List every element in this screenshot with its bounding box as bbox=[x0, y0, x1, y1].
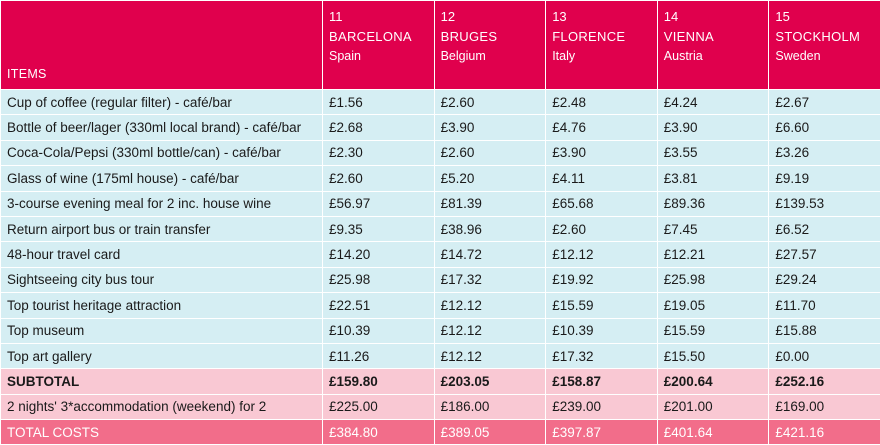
table-row bbox=[1, 343, 880, 368]
price-cell: £38.96 bbox=[434, 216, 546, 241]
header-row bbox=[1, 1, 880, 90]
item-label: Top art gallery bbox=[1, 343, 323, 368]
price-cell: £81.39 bbox=[434, 191, 546, 216]
price-cell: £17.32 bbox=[546, 343, 658, 368]
table-body bbox=[1, 90, 880, 445]
price-cell: £12.12 bbox=[546, 242, 658, 267]
price-cell: £9.35 bbox=[323, 216, 435, 241]
price-cell: £11.26 bbox=[323, 343, 435, 368]
price-cell: £15.59 bbox=[546, 293, 658, 318]
city-country: Italy bbox=[552, 47, 651, 65]
price-cell: £7.45 bbox=[657, 216, 769, 241]
table-row bbox=[1, 216, 880, 241]
price-cell: £139.53 bbox=[769, 191, 880, 216]
price-cell: £2.60 bbox=[434, 90, 546, 115]
subtotal-row bbox=[1, 369, 880, 394]
subtotal-cell: £200.64 bbox=[657, 369, 769, 394]
total-cell: £397.87 bbox=[546, 420, 658, 445]
item-label: 48-hour travel card bbox=[1, 242, 323, 267]
price-cell: £14.20 bbox=[323, 242, 435, 267]
subtotal-label: SUBTOTAL bbox=[1, 369, 323, 394]
price-cell: £5.20 bbox=[434, 166, 546, 191]
price-cell: £2.30 bbox=[323, 140, 435, 165]
item-label: 3-course evening meal for 2 inc. house wine bbox=[1, 191, 323, 216]
accommodation-cell: £201.00 bbox=[657, 394, 769, 419]
table-row bbox=[1, 166, 880, 191]
price-cell: £56.97 bbox=[323, 191, 435, 216]
price-cell: £17.32 bbox=[434, 267, 546, 292]
price-cell: £14.72 bbox=[434, 242, 546, 267]
total-row bbox=[1, 420, 880, 445]
city-number: 14 bbox=[664, 7, 763, 27]
city-name: STOCKHOLM bbox=[775, 27, 874, 47]
price-cell: £10.39 bbox=[323, 318, 435, 343]
price-cell: £2.48 bbox=[546, 90, 658, 115]
city-country: Sweden bbox=[775, 47, 874, 65]
price-cell: £2.67 bbox=[769, 90, 880, 115]
city-number: 15 bbox=[775, 7, 874, 27]
price-cell: £4.76 bbox=[546, 115, 658, 140]
price-cell: £4.24 bbox=[657, 90, 769, 115]
price-cell: £12.12 bbox=[434, 343, 546, 368]
city-name: FLORENCE bbox=[552, 27, 651, 47]
item-label: Sightseeing city bus tour bbox=[1, 267, 323, 292]
price-cell: £3.55 bbox=[657, 140, 769, 165]
total-cell: £389.05 bbox=[434, 420, 546, 445]
subtotal-cell: £203.05 bbox=[434, 369, 546, 394]
table-row bbox=[1, 90, 880, 115]
total-cell: £384.80 bbox=[323, 420, 435, 445]
price-cell: £11.70 bbox=[769, 293, 880, 318]
price-cell: £6.52 bbox=[769, 216, 880, 241]
price-cell: £25.98 bbox=[323, 267, 435, 292]
price-cell: £2.68 bbox=[323, 115, 435, 140]
accommodation-label: 2 nights' 3*accommodation (weekend) for 2 bbox=[1, 394, 323, 419]
price-cell: £9.19 bbox=[769, 166, 880, 191]
item-label: Bottle of beer/lager (330ml local brand) - café/bar bbox=[1, 115, 323, 140]
accommodation-cell: £186.00 bbox=[434, 394, 546, 419]
city-header-barcelona bbox=[323, 1, 435, 90]
table-row bbox=[1, 242, 880, 267]
accommodation-row bbox=[1, 394, 880, 419]
price-cell: £12.12 bbox=[434, 318, 546, 343]
price-cell: £3.26 bbox=[769, 140, 880, 165]
city-number: 13 bbox=[552, 7, 651, 27]
city-number: 11 bbox=[329, 7, 428, 27]
total-cell: £401.64 bbox=[657, 420, 769, 445]
price-cell: £4.11 bbox=[546, 166, 658, 191]
price-cell: £10.39 bbox=[546, 318, 658, 343]
city-name: BRUGES bbox=[441, 27, 540, 47]
price-cell: £19.92 bbox=[546, 267, 658, 292]
price-cell: £15.50 bbox=[657, 343, 769, 368]
total-cell: £421.16 bbox=[769, 420, 880, 445]
subtotal-cell: £159.80 bbox=[323, 369, 435, 394]
price-cell: £89.36 bbox=[657, 191, 769, 216]
price-cell: £2.60 bbox=[546, 216, 658, 241]
city-header-bruges bbox=[434, 1, 546, 90]
price-cell: £12.21 bbox=[657, 242, 769, 267]
price-cell: £27.57 bbox=[769, 242, 880, 267]
price-cell: £3.90 bbox=[434, 115, 546, 140]
table-row bbox=[1, 115, 880, 140]
price-cell: £25.98 bbox=[657, 267, 769, 292]
price-cell: £3.90 bbox=[546, 140, 658, 165]
subtotal-cell: £252.16 bbox=[769, 369, 880, 394]
city-header-vienna bbox=[657, 1, 769, 90]
price-cell: £12.12 bbox=[434, 293, 546, 318]
city-country: Belgium bbox=[441, 47, 540, 65]
price-cell: £19.05 bbox=[657, 293, 769, 318]
table-row bbox=[1, 191, 880, 216]
price-cell: £2.60 bbox=[434, 140, 546, 165]
price-cell: £15.59 bbox=[657, 318, 769, 343]
price-cell: £0.00 bbox=[769, 343, 880, 368]
city-country: Spain bbox=[329, 47, 428, 65]
table-row bbox=[1, 267, 880, 292]
city-name: BARCELONA bbox=[329, 27, 428, 47]
price-cell: £1.56 bbox=[323, 90, 435, 115]
city-country: Austria bbox=[664, 47, 763, 65]
item-label: Top tourist heritage attraction bbox=[1, 293, 323, 318]
price-cell: £3.90 bbox=[657, 115, 769, 140]
subtotal-cell: £158.87 bbox=[546, 369, 658, 394]
accommodation-cell: £225.00 bbox=[323, 394, 435, 419]
price-cell: £15.88 bbox=[769, 318, 880, 343]
table-row bbox=[1, 140, 880, 165]
city-header-stockholm bbox=[769, 1, 880, 90]
price-cell: £29.24 bbox=[769, 267, 880, 292]
item-label: Cup of coffee (regular filter) - café/bar bbox=[1, 90, 323, 115]
total-label: TOTAL COSTS bbox=[1, 420, 323, 445]
city-header-florence bbox=[546, 1, 658, 90]
price-cell: £22.51 bbox=[323, 293, 435, 318]
price-cell: £65.68 bbox=[546, 191, 658, 216]
item-label: Coca-Cola/Pepsi (330ml bottle/can) - café/bar bbox=[1, 140, 323, 165]
table-row bbox=[1, 293, 880, 318]
items-column-header: ITEMS bbox=[1, 1, 323, 90]
price-cell: £2.60 bbox=[323, 166, 435, 191]
item-label: Return airport bus or train transfer bbox=[1, 216, 323, 241]
item-label: Top museum bbox=[1, 318, 323, 343]
city-number: 12 bbox=[441, 7, 540, 27]
city-name: VIENNA bbox=[664, 27, 763, 47]
accommodation-cell: £239.00 bbox=[546, 394, 658, 419]
price-cell: £3.81 bbox=[657, 166, 769, 191]
price-cell: £6.60 bbox=[769, 115, 880, 140]
accommodation-cell: £169.00 bbox=[769, 394, 880, 419]
table-row bbox=[1, 318, 880, 343]
item-label: Glass of wine (175ml house) - café/bar bbox=[1, 166, 323, 191]
